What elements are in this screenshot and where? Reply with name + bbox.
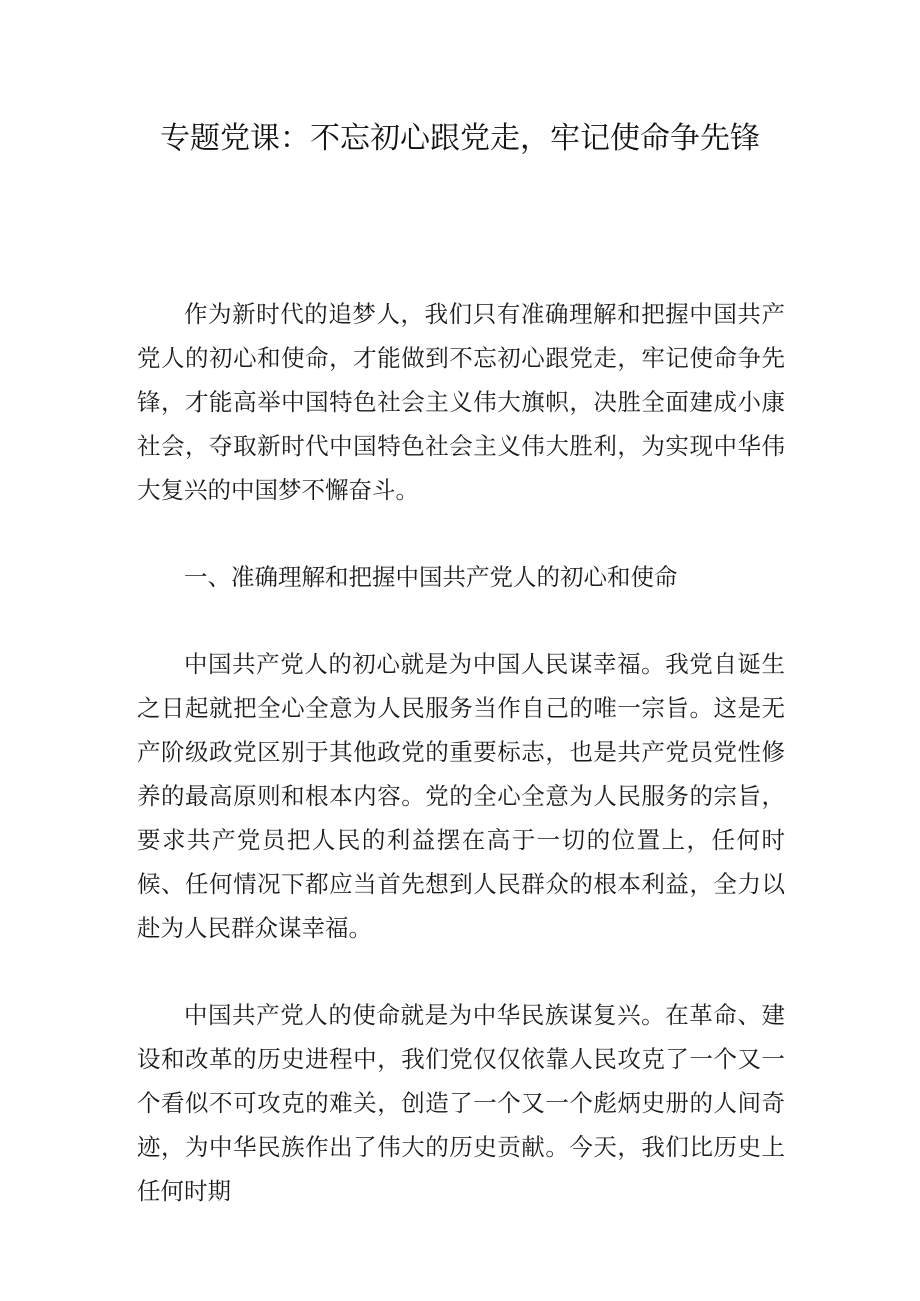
document-title: 专题党课：不忘初心跟党走，牢记使命争先锋 xyxy=(160,121,760,156)
mission-paragraph: 中国共产党人的使命就是为中华民族谋复兴。在革命、建设和改革的历史进程中，我们党仅仅依靠人民攻克了一个又一个看似不可攻克的难关，创造了一个又一个彪炳史册的人间奇迹，为中华民族作出了伟大的历史贡献。今天，我们比历史上任何时期 xyxy=(137,1001,785,1205)
document-body xyxy=(137,292,785,1256)
section-heading-1: 一、准确理解和把握中国共产党人的初心和使命 xyxy=(184,563,678,591)
original-aspiration-paragraph: 中国共产党人的初心就是为中国人民谋幸福。我党自诞生之日起就把全心全意为人民服务当作自己的唯一宗旨。这是无产阶级政党区别于其他政党的重要标志，也是共产党员党性修养的最高原则和根本内容。党的全心全意为人民服务的宗旨，要求共产党员把人民的利益摆在高于一切的位置上，任何时候、任何情况下都应当首先想到人民群众的根本利益，全力以赴为人民群众谋幸福。 xyxy=(137,650,785,942)
intro-paragraph: 作为新时代的追梦人，我们只有准确理解和把握中国共产党人的初心和使命，才能做到不忘初心跟党走，牢记使命争先锋，才能高举中国特色社会主义伟大旗帜，决胜全面建成小康社会，夺取新时代中国特色社会主义伟大胜利，为实现中华伟大复兴的中国梦不懈奋斗。 xyxy=(137,300,785,504)
